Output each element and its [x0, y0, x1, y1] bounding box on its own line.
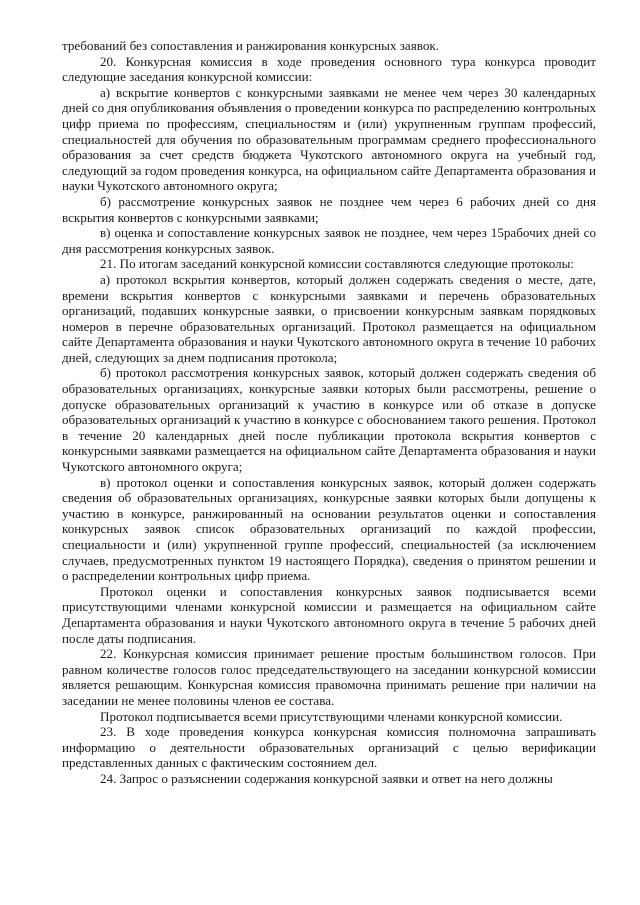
- paragraph-item-23: 23. В ходе проведения конкурса конкурсная комиссия полномочна запрашивать информацию о деятельности образовательных организаций с целью верификации представленных данных с фактическим состоянием дел.: [62, 724, 596, 771]
- paragraph-item-20a: а) вскрытие конвертов с конкурсными заявками не менее чем через 30 календарных дней со дня опубликования объявления о проведении конкурса по распределению контрольных цифр приема по профессиям, специальностям и (или) укрупненным группам профессий, специальностей для обучения по образовательным программам среднего профессионального образования за счет средств бюджета Чукотского автономного округа на учебный год, следующий за годом проведения конкурса, на официальном сайте Департамента образования и науки Чукотского автономного округа;: [62, 84, 596, 194]
- paragraph-item-20: 20. Конкурсная комиссия в ходе проведения основного тура конкурса проводит следующие заседания конкурсной комиссии:: [62, 53, 596, 85]
- paragraph-item-20b: б) рассмотрение конкурсных заявок не позднее чем через 6 рабочих дней со дня вскрытия конвертов с конкурсными заявками;: [62, 193, 596, 225]
- paragraph-item-21b: б) протокол рассмотрения конкурсных заявок, который должен содержать сведения об образовательных организациях, конкурсные заявки которых были рассмотрены, решение о допуске образовательных организаций к участию в конкурсе или об отказе в допуске образовательных организаций к участию в конкурсе с обоснованием такого решения. Протокол в течение 20 календарных дней после публикации протокола вскрытия конвертов с конкурсными заявками размещается на официальном сайте Департамента образования и науки Чукотского автономного округа;: [62, 365, 596, 475]
- document-page: [62, 38, 596, 787]
- paragraph-protocol-signed: Протокол подписывается всеми присутствующими членами конкурсной комиссии.: [100, 708, 563, 724]
- paragraph-item-22: 22. Конкурсная комиссия принимает решение простым большинством голосов. При равном количестве голосов голос председательствующего на заседании конкурсной комиссии является решающим. Конкурсная комиссия правомочна принимать решение при наличии на заседании не менее половины членов ее состава.: [62, 646, 596, 708]
- paragraph-item-24: 24. Запрос о разъяснении содержания конкурсной заявки и ответ на него должны: [100, 770, 553, 786]
- paragraph-item-20v: в) оценка и сопоставление конкурсных заявок не позднее, чем через 15рабочих дней со дня рассмотрения конкурсных заявок.: [62, 225, 596, 256]
- paragraph-continuation: требований без сопоставления и ранжирования конкурсных заявок.: [62, 38, 440, 53]
- paragraph-item-21: 21. По итогам заседаний конкурсной комиссии составляются следующие протоколы:: [100, 256, 575, 272]
- paragraph-item-21v: в) протокол оценки и сопоставления конкурсных заявок, который должен содержать сведения об образовательных организациях, конкурсные заявки которых были допущены к участию в конкурсе, ранжированный на основании результатов оценки и сопоставления конкурсных заявок список образовательных организаций по каждой профессии, специальности и (или) укрупненной группе профессий, специальностей (за исключением случаев, предусмотренных пунктом 19 настоящего Порядка), сведения о принятом решении и о распределении контрольных цифр приема.: [62, 474, 596, 584]
- paragraph-item-21a: а) протокол вскрытия конвертов, который должен содержать сведения о месте, дате, времени вскрытия конвертов с конкурсными заявками и перечень образовательных организаций, подавших конкурсные заявки, о присвоении конкурсным заявкам порядковых номеров в перечне образовательных организаций. Протокол размещается на официальном сайте Департамента образования и науки Чукотского автономного округа в течение 10 рабочих дней, следующих за днем подписания протокола;: [62, 271, 596, 365]
- paragraph-protocol-signing: Протокол оценки и сопоставления конкурсных заявок подписывается всеми присутствующими членами конкурсной комиссии и размещается на официальном сайте Департамента образования и науки Чукотского автономного округа в течение 5 рабочих дней после даты подписания.: [62, 583, 596, 646]
